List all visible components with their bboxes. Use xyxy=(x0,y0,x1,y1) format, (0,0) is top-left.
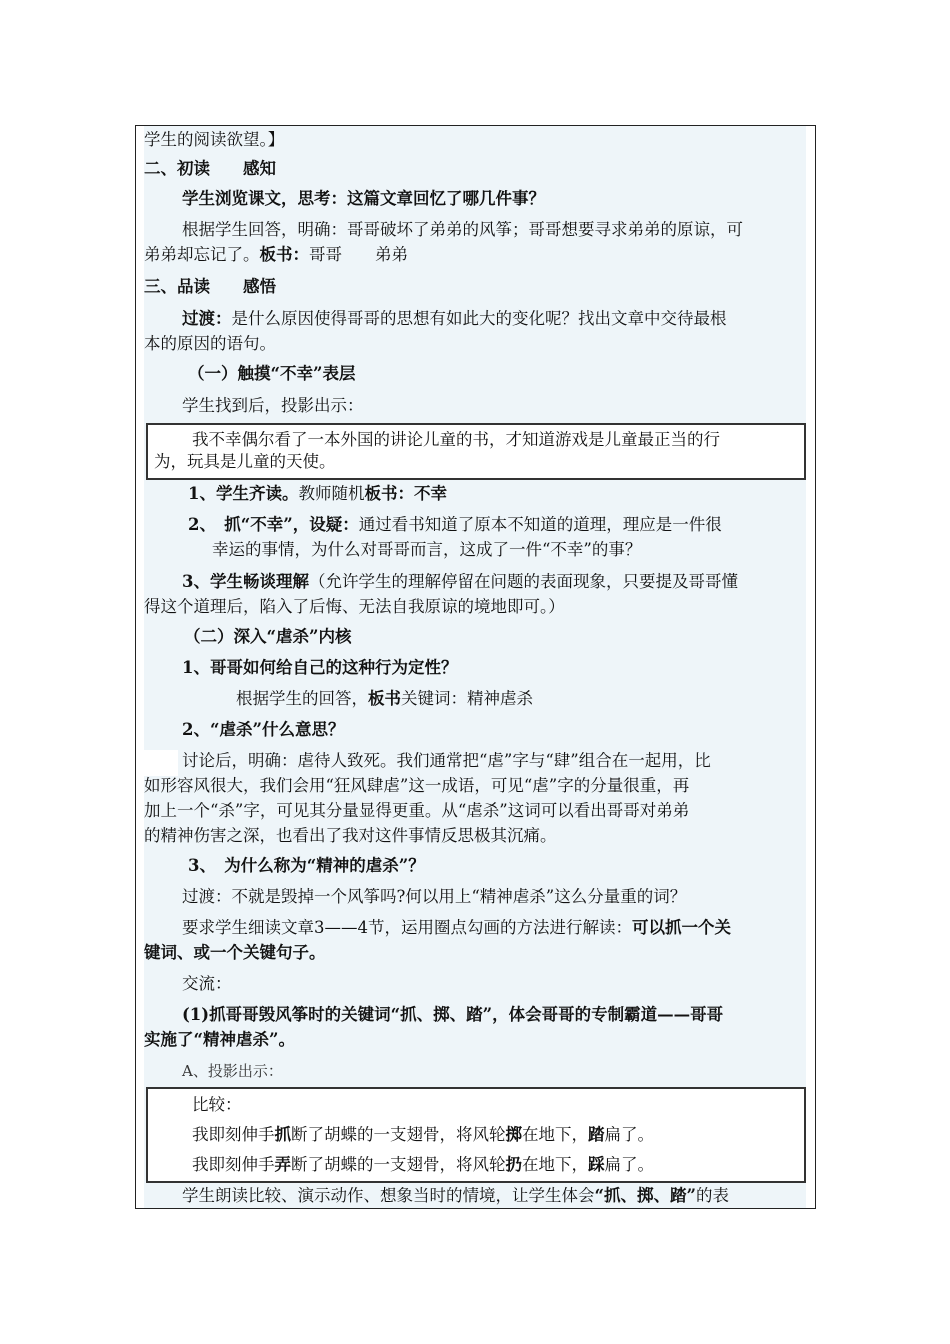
cell-gap xyxy=(144,750,178,776)
text-line xyxy=(144,130,284,150)
text-line xyxy=(144,597,565,617)
text-line xyxy=(182,309,727,329)
text: 学生朗读比较、演示动作、想象当时的情境，让学生体会 xyxy=(182,1186,595,1205)
subsection-heading xyxy=(184,627,351,647)
text: （二）深入“虐杀”内核 xyxy=(184,627,352,646)
question xyxy=(182,720,344,740)
text: 的精神伤害之深，也看出了我对这件事情反思极其沉痛。 xyxy=(144,826,557,845)
key-verb: 踏 xyxy=(588,1125,605,1144)
cell-content xyxy=(144,126,806,1208)
text-line xyxy=(182,220,743,240)
question xyxy=(182,189,545,209)
comparison-box xyxy=(146,1087,806,1183)
label: 过渡： xyxy=(182,309,232,328)
text: 讨论后，明确：虐待人致死。我们通常把“虐”字与“肆”组合在一起用，比 xyxy=(182,751,711,770)
text: 加上一个“杀”字，可见其分量显得更重。从“虐杀”这词可以看出哥哥对弟弟 xyxy=(144,801,690,820)
text: （一）触摸“不幸”表层 xyxy=(188,364,356,383)
text: 哥哥 弟弟 xyxy=(309,245,408,264)
list-item xyxy=(182,572,738,592)
text: 在地下， xyxy=(522,1155,588,1174)
text: 可以抓一个关 xyxy=(632,918,731,937)
text-line xyxy=(144,776,689,796)
section-heading xyxy=(144,277,276,297)
text-line xyxy=(182,887,686,907)
text: 本的原因的语句。 xyxy=(144,334,276,353)
text: 1、哥哥如何给自己的这种行为定性？ xyxy=(182,658,458,677)
text: “抓、掷、踏” xyxy=(594,1186,696,1205)
text-line xyxy=(192,1095,242,1115)
text: 2、 抓“不幸”，设疑： xyxy=(188,515,359,534)
text-line xyxy=(236,689,533,709)
text: （允许学生的理解停留在问题的表面现象，只要提及哥哥懂 xyxy=(308,572,738,591)
text: 断了胡蝶的一支翅骨，将风轮 xyxy=(291,1155,506,1174)
text: 我即刻伸手 xyxy=(192,1125,275,1144)
text: 板书 xyxy=(368,689,401,708)
text-line xyxy=(192,430,720,450)
text-line xyxy=(182,396,364,416)
text-line xyxy=(144,245,408,265)
text-line xyxy=(144,801,689,821)
text: 我不幸偶尔看了一本外国的讲论儿童的书，才知道游戏是儿童最正当的行 xyxy=(192,430,720,449)
lesson-plan-table-cell xyxy=(135,125,816,1209)
text: 1、学生齐读。 xyxy=(188,484,299,503)
text: 2、“虐杀”什么意思？ xyxy=(182,720,345,739)
question xyxy=(182,658,457,678)
text: 教师随机 xyxy=(298,484,365,503)
text: 为，玩具是儿童的天使。 xyxy=(154,452,336,471)
text-line xyxy=(212,540,641,560)
text: 通过看书知道了原本不知道的道理，理应是一件很 xyxy=(358,515,722,534)
text-line xyxy=(144,826,557,846)
list-item xyxy=(188,515,722,535)
text: 过渡：不就是毁掉一个风筝吗?何以用上“精神虐杀”这么分量重的词？ xyxy=(182,887,687,906)
text: 弟弟却忘记了。 xyxy=(144,245,260,264)
text: 如形容风很大，我们会用“狂风肆虐”这一成语，可见“虐”字的分量很重，再 xyxy=(144,776,690,795)
text-line xyxy=(154,452,336,472)
text-line xyxy=(144,334,276,354)
text: 断了胡蝶的一支翅骨，将风轮 xyxy=(291,1125,506,1144)
section-heading xyxy=(144,159,276,179)
text: 扁了。 xyxy=(604,1125,654,1144)
text: 的表 xyxy=(695,1186,729,1205)
text-line xyxy=(182,918,731,938)
text: 扁了。 xyxy=(604,1155,654,1174)
text: 关键词：精神虐杀 xyxy=(401,689,533,708)
key-verb: 抓 xyxy=(274,1125,291,1144)
text-line xyxy=(182,1186,729,1206)
text: 实施了“精神虐杀”。 xyxy=(144,1030,295,1049)
text: 学生浏览课文，思考：这篇文章回忆了哪几件事？ xyxy=(182,189,545,208)
key-verb: 掷 xyxy=(505,1125,522,1144)
key-verb: 扔 xyxy=(505,1155,522,1174)
text-line xyxy=(182,974,232,994)
projection-quote-box xyxy=(146,423,806,480)
text: 幸运的事情，为什么对哥哥而言，这成了一件“不幸”的事？ xyxy=(212,540,642,559)
text: 板书：不幸 xyxy=(364,484,447,503)
subsection-heading xyxy=(188,364,355,384)
board-label: 板书： xyxy=(259,245,309,264)
text: 得这个道理后，陷入了后悔、无法自我原谅的境地即可。） xyxy=(144,597,565,616)
text: 交流： xyxy=(182,974,232,993)
text: 学生的阅读欲望。】 xyxy=(144,130,285,149)
text-line xyxy=(144,943,326,963)
text: 是什么原因使得哥哥的思想有如此大的变化呢？找出文章中交待最根 xyxy=(231,309,727,328)
text: 三、品读 感悟 xyxy=(144,277,276,296)
key-verb: 踩 xyxy=(588,1155,605,1174)
text-line xyxy=(182,1061,283,1081)
text: 3、 为什么称为“精神的虐杀”？ xyxy=(188,856,425,875)
list-item xyxy=(188,484,447,504)
text-line xyxy=(192,1125,654,1145)
text-line xyxy=(182,1005,723,1025)
text-line xyxy=(144,1030,295,1050)
text: 二、初读 感知 xyxy=(144,159,276,178)
text: 我即刻伸手 xyxy=(192,1155,275,1174)
text: 根据学生的回答， xyxy=(236,689,368,708)
key-verb: 弄 xyxy=(274,1155,291,1174)
text: 比较： xyxy=(192,1095,242,1114)
question xyxy=(188,856,425,876)
text: 根据学生回答，明确：哥哥破坏了弟弟的风筝；哥哥想要寻求弟弟的原谅，可 xyxy=(182,220,743,239)
text: 学生找到后，投影出示： xyxy=(182,396,364,415)
text-line xyxy=(192,1155,654,1175)
text: 3、学生畅谈理解 xyxy=(182,572,309,591)
text: 要求学生细读文章3——4节，运用圈点勾画的方法进行解读： xyxy=(182,918,632,937)
text-line xyxy=(182,751,711,771)
text: A、投影出示： xyxy=(182,1062,283,1080)
text: 在地下， xyxy=(522,1125,588,1144)
text: 键词、或一个关键句子。 xyxy=(144,943,326,962)
text: (1)抓哥哥毁风筝时的关键词“抓、掷、踏”，体会哥哥的专制霸道——哥哥 xyxy=(182,1005,724,1024)
